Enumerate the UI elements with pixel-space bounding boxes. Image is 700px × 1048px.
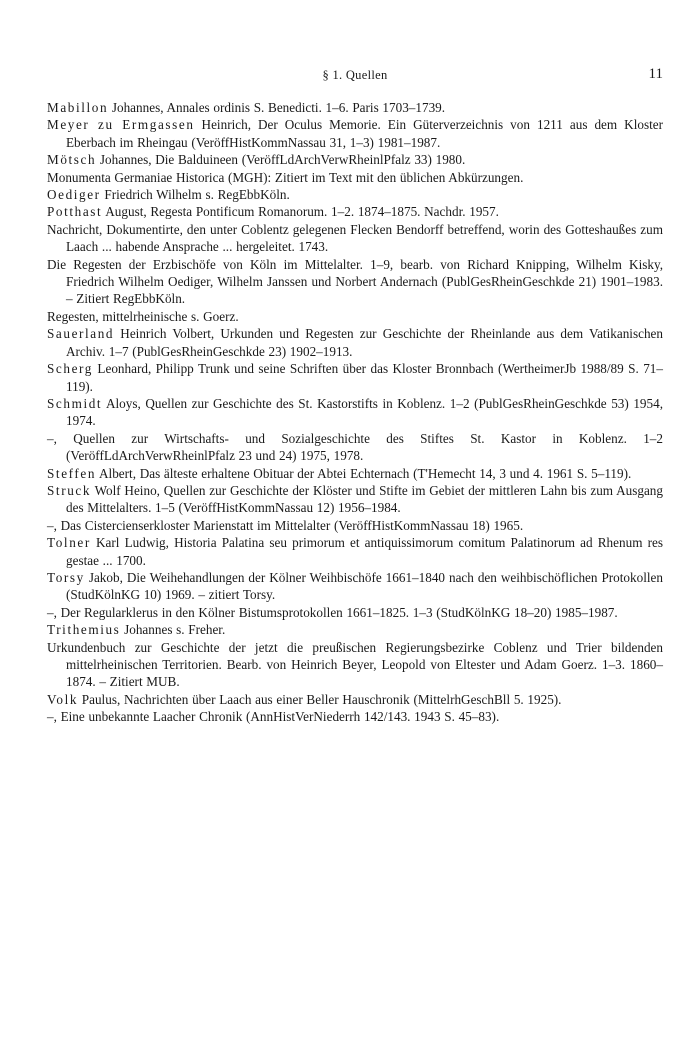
entry-text: Leonhard, Philipp Trunk und seine Schriften über das Kloster Bronnbach (WertheimerJb 1988/89 S. 71–119). [66,361,663,394]
entry-text: Monumenta Germaniae Historica (MGH): Zitiert im Text mit den üblichen Abkürzungen. [47,169,524,185]
entry-author: Struck [47,482,92,498]
bibliography-entry [47,430,663,465]
page-number: 11 [648,66,663,82]
entry-text: –, Das Cistercienserkloster Marienstatt im Mittelalter (VeröffHistKommNassau 18) 1965. [47,517,524,533]
entry-text: Regesten, mittelrheinische s. Goerz. [47,308,239,324]
entry-author: Volk [47,691,79,707]
entry-text: –, Eine unbekannte Laacher Chronik (AnnHistVerNiederrh 142/143. 1943 S. 45–83). [47,709,500,725]
running-title: § 1. Quellen [322,68,388,82]
bibliography-entry [47,186,663,203]
bibliography-entry [47,221,663,256]
entry-text: Friedrich Wilhelm s. RegEbbKöln. [100,187,290,203]
entry-text: Karl Ludwig, Historia Palatina seu primorum et antiquissimorum comitum Palatinorum ad Rhenum res gestae ... 1700. [66,535,663,568]
entry-text: Johannes s. Freher. [120,622,226,638]
bibliography-entry [47,169,663,186]
entry-text: –, Quellen zur Wirtschafts- und Sozialgeschichte des Stiftes St. Kastor in Koblenz. 1–2 (VeröffLdArchVerwRheinlPfalz 23 und 24) 1975, 1978. [47,430,663,464]
bibliography-entry [47,708,663,725]
bibliography-entry [47,325,663,360]
entry-author: Schmidt [47,395,103,411]
entry-text: Urkundenbuch zur Geschichte der jetzt die preußischen Regierungsbezirke Coblenz und Trier bildenden mittelrheinischen Territorien. Bearb. von Heinrich Beyer, Leopold von Eltester und Adam Goerz. 1–3. 1860–1874. – Zitiert MUB. [47,639,663,690]
entry-author: Tolner [47,535,91,551]
entry-text: Johannes, Annales ordinis S. Benedicti. 1–6. Paris 1703–1739. [108,100,446,115]
bibliography-entry [47,395,663,430]
entry-text: Heinrich Volbert, Urkunden und Regesten zur Geschichte der Rheinlande aus dem Vatikanischen Archiv. 1–7 (PublGesRheinGeschkde 23) 1902–1913. [66,326,663,359]
bibliography-entry [47,116,663,151]
entry-author: Potthast [47,204,103,220]
bibliography-entry [47,517,663,534]
bibliography-entry [47,482,663,517]
entry-text: Johannes, Die Balduineen (VeröffLdArchVerwRheinlPfalz 33) 1980. [96,152,466,168]
running-head [47,66,663,86]
bibliography-entry [47,534,663,569]
entry-text: –, Der Regularklerus in den Kölner Bistumsprotokollen 1661–1825. 1–3 (StudKölnKG 18–20) 1985–1987. [47,604,618,620]
entry-text: Paulus, Nachrichten über Laach aus einer Beller Hauschronik (MittelrhGeschBll 5. 1925). [78,691,562,707]
entry-author: Meyer zu Ermgassen [47,117,195,133]
entry-author: Trithemius [47,622,121,638]
bibliography-entry [47,308,663,325]
book-page [47,0,663,1048]
bibliography-entry [47,151,663,168]
bibliography-entry [47,203,663,220]
entry-text: Jakob, Die Weihehandlungen der Kölner Weihbischöfe 1661–1840 nach den weihbischöflichen Protokollen (StudKölnKG 10) 1969. – zitiert Torsy. [66,569,663,603]
bibliography-entry [47,465,663,482]
entry-author: Mötsch [47,152,97,168]
entry-text: Nachricht, Dokumentirte, den unter Coblentz gelegenen Flecken Bendorff betreffend, worin des Gotteshaußes zum Laach ... habende Ansprache ... hergeleitet. 1743. [47,221,663,255]
entry-author: Steffen [47,465,97,481]
bibliography-entry [47,604,663,621]
entry-text: Aloys, Quellen zur Geschichte des St. Kastorstifts in Koblenz. 1–2 (PublGesRheinGeschkde 53) 1954, 1974. [66,395,663,429]
entry-author: Sauerland [47,326,115,342]
entry-author: Oediger [47,187,101,203]
bibliography-entry [47,360,663,395]
entry-text: Heinrich, Der Oculus Memorie. Ein Güterverzeichnis von 1211 aus dem Kloster Eberbach im Rheingau (VeröffHistKommNassau 31, 1–3) 1981–1987. [66,117,663,150]
bibliography-entry [47,691,663,708]
entry-text: August, Regesta Pontificum Romanorum. 1–2. 1874–1875. Nachdr. 1957. [102,204,499,220]
entry-author: Mabillon [47,100,109,115]
bibliography-entry [47,99,663,116]
entry-author: Torsy [47,569,85,585]
entry-author: Scherg [47,361,93,377]
bibliography-list [47,99,663,726]
bibliography-entry [47,639,663,691]
entry-text: Wolf Heino, Quellen zur Geschichte der Klöster und Stifte im Gebiet der mittleren Lahn bis zum Ausgang des Mittelalters. 1–5 (VeröffHistKommNassau 12) 1956–1984. [66,482,663,516]
bibliography-entry [47,621,663,638]
bibliography-entry [47,569,663,604]
entry-text: Die Regesten der Erzbischöfe von Köln im Mittelalter. 1–9, bearb. von Richard Knipping, Wilhelm Kisky, Friedrich Wilhelm Oediger, Wilhelm Janssen und Norbert Andernach (PublGesRheinGeschkde 21) 1901–1983. – Zitiert RegEbbKöln. [47,256,663,307]
bibliography-entry [47,256,663,308]
entry-text: Albert, Das älteste erhaltene Obituar der Abtei Echternach (T'Hemecht 14, 3 und 4. 1961 S. 5–119). [96,465,632,481]
